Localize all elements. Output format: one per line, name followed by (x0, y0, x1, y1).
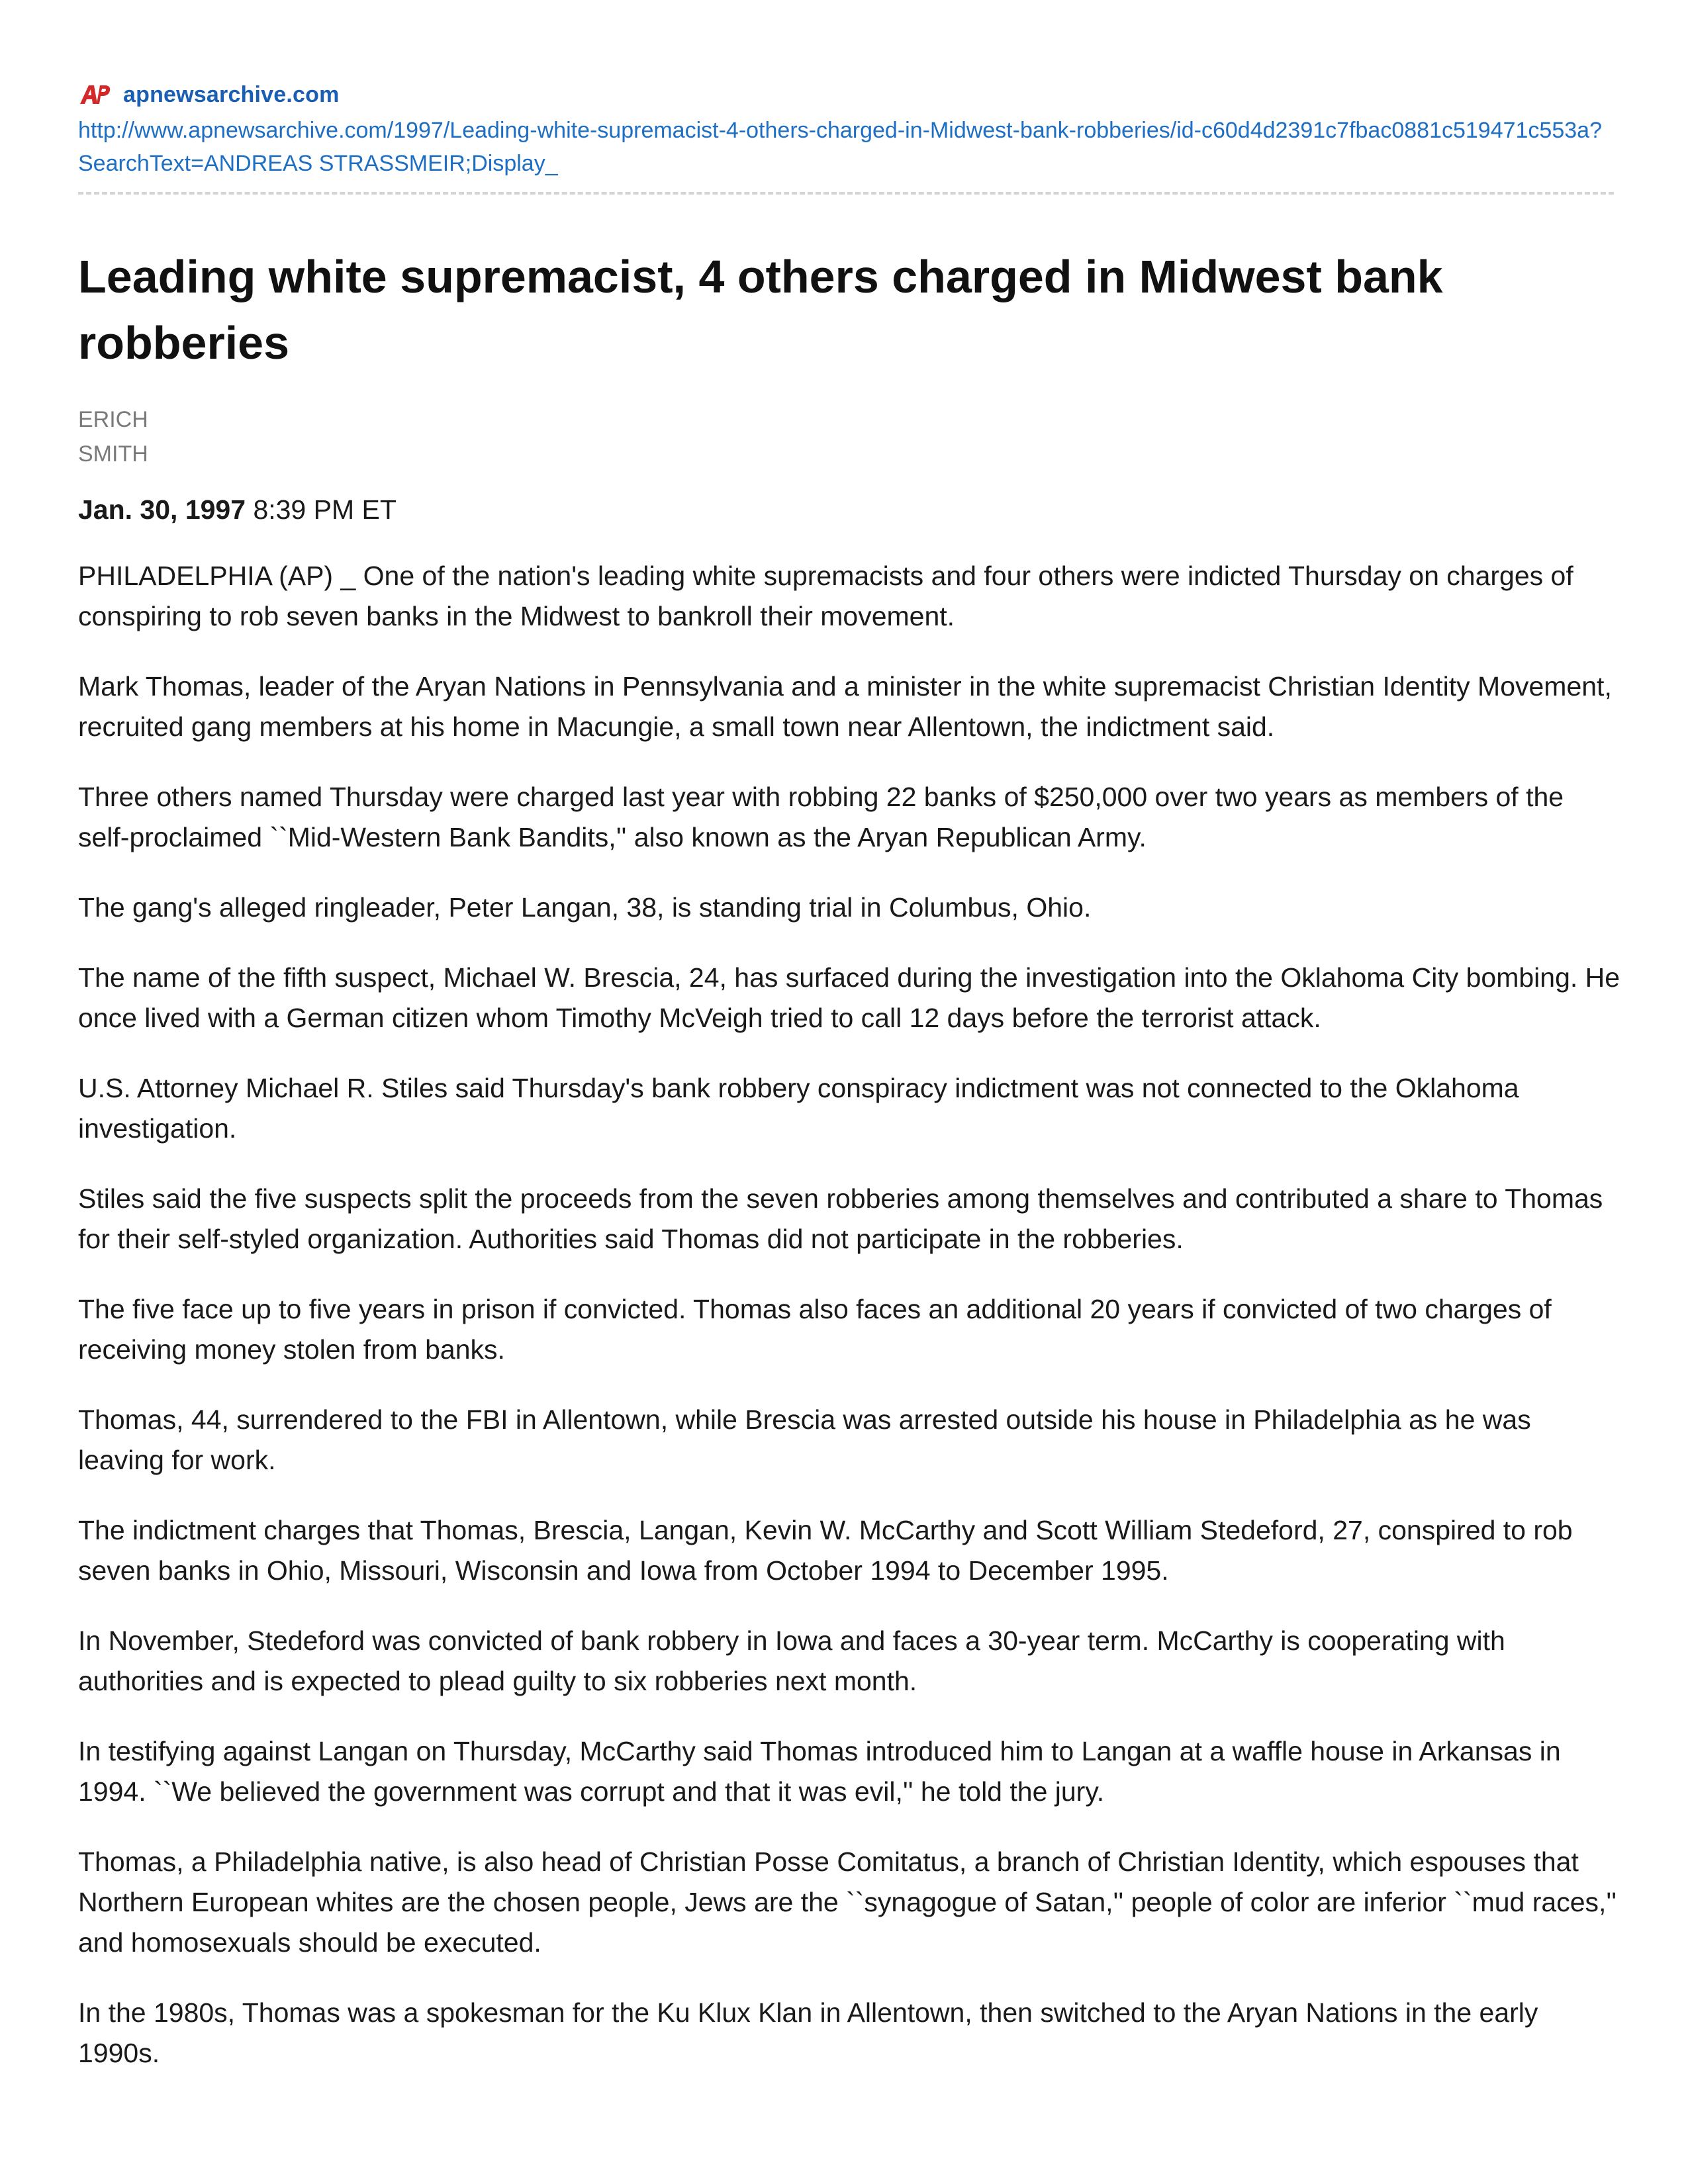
article-paragraph: The gang's alleged ringleader, Peter Langan, 38, is standing trial in Columbus, Ohio. (78, 892, 1092, 923)
article-body (78, 556, 1620, 2103)
article-paragraph: In testifying against Langan on Thursday, McCarthy said Thomas introduced him to Langan at a waffle house in Arkansas in 1994. ``We believed the government was corrupt and that it was evil,'' he told the jury. (78, 1736, 1561, 1807)
article-paragraph: Three others named Thursday were charged last year with robbing 22 banks of $250,000 over two years as members of the self-proclaimed ``Mid-Western Bank Bandits,'' also known as the Aryan Republican Army. (78, 782, 1564, 852)
publish-date: Jan. 30, 1997 (78, 494, 246, 525)
source-url-link[interactable]: http://www.apnewsarchive.com/1997/Leading-white-supremacist-4-others-charged-in-Midwest-bank-robberies/id-c60d4d2391c7fbac0881c519471c553a?SearchText=ANDREAS STRASSMEIR;Display_ (78, 118, 1602, 176)
byline-first-name: ERICH (78, 407, 148, 432)
article-paragraph: Stiles said the five suspects split the proceeds from the seven robberies among themselves and contributed a share to Thomas for their self-styled organization. Authorities said Thomas did not participate in the robberies. (78, 1183, 1603, 1254)
article-paragraph: The indictment charges that Thomas, Brescia, Langan, Kevin W. McCarthy and Scott William Stedeford, 27, conspired to rob seven banks in Ohio, Missouri, Wisconsin and Iowa from October 1994 to December 1995. (78, 1515, 1573, 1586)
article-paragraph: Mark Thomas, leader of the Aryan Nations in Pennsylvania and a minister in the white supremacist Christian Identity Movement, recruited gang members at his home in Macungie, a small town near Allentown, the indictment said. (78, 671, 1612, 742)
article-paragraph: PHILADELPHIA (AP) _ One of the nation's leading white supremacists and four others were indicted Thursday on charges of conspiring to rob seven banks in the Midwest to bankroll their movement. (78, 561, 1573, 631)
dashed-divider (78, 192, 1614, 195)
byline-last-name: SMITH (78, 441, 148, 467)
site-name-link[interactable]: apnewsarchive.com (123, 81, 340, 107)
article-paragraph: The five face up to five years in prison if convicted. Thomas also faces an additional 20 years if convicted of two charges of receiving money stolen from banks. (78, 1294, 1552, 1365)
ap-logo-icon (78, 81, 111, 108)
dateline (78, 490, 397, 529)
article-paragraph: Thomas, a Philadelphia native, is also head of Christian Posse Comitatus, a branch of Christian Identity, which espouses that Northern European whites are the chosen people, Jews are the ``synagogue of Satan,'' people of color are inferior ``mud races,'' and homosexuals should be executed. (78, 1846, 1617, 1958)
article-paragraph: In November, Stedeford was convicted of bank robbery in Iowa and faces a 30-year term. McCarthy is cooperating with authorities and is expected to plead guilty to six robberies next month. (78, 1625, 1505, 1696)
article-paragraph: Thomas, 44, surrendered to the FBI in Allentown, while Brescia was arrested outside his house in Philadelphia as he was leaving for work. (78, 1404, 1531, 1475)
article-paragraph: U.S. Attorney Michael R. Stiles said Thursday's bank robbery conspiracy indictment was not connected to the Oklahoma investigation. (78, 1073, 1519, 1144)
byline (78, 402, 148, 471)
article-paragraph: The name of the fifth suspect, Michael W. Brescia, 24, has surfaced during the investigation into the Oklahoma City bombing. He once lived with a German citizen whom Timothy McVeigh tried to call 12 days before the terrorist attack. (78, 962, 1620, 1033)
site-header (78, 78, 340, 111)
publish-time: 8:39 PM ET (253, 494, 397, 525)
article-headline: Leading white supremacist, 4 others charged in Midwest bank robberies (78, 251, 1443, 369)
article-paragraph: In the 1980s, Thomas was a spokesman for the Ku Klux Klan in Allentown, then switched to the Aryan Nations in the early 1990s. (78, 1997, 1538, 2068)
